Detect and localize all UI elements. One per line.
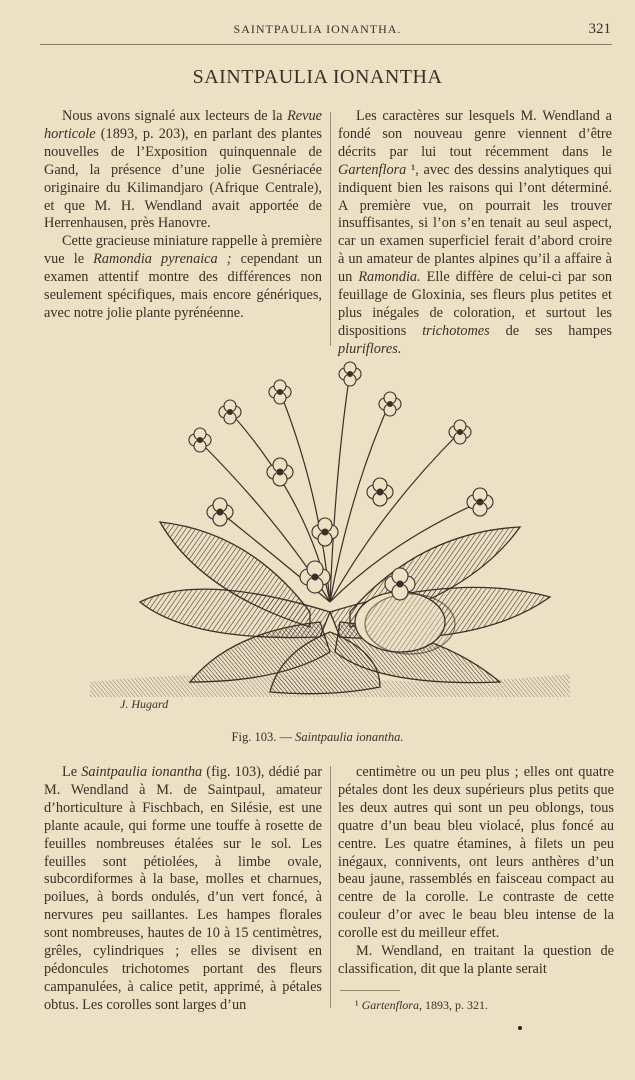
italic-run: trichotomes bbox=[422, 322, 490, 339]
text-run: ¹, avec des dessins analytiques qui indiquent bien les raisons qui l’ont déterminé. A première vue, on pourrait les trouver insuffisantes, si l’on s’en tenait au seul aspect, car un examen superficiel ferait d’abord croire à un amateur de plantes alpines qu’il a affaire à un bbox=[338, 161, 612, 286]
italic-run: Ramondia. bbox=[358, 269, 421, 286]
column-left-bottom bbox=[44, 764, 322, 1015]
text-run: de ses hampes bbox=[489, 322, 612, 339]
text-run: cependant un examen attentif montre des différences non seulement spécifiques, mais encore génériques, avec notre jolie plante pyrénéenne. bbox=[44, 251, 322, 321]
italic-run: Ramondia pyrenaica ; bbox=[93, 251, 232, 268]
footnote bbox=[355, 998, 488, 1013]
column-right-top bbox=[338, 108, 612, 359]
footnote-rule bbox=[340, 990, 400, 991]
paragraph bbox=[44, 764, 322, 1015]
plant-engraving bbox=[80, 352, 580, 724]
running-title: SAINTPAULIA IONANTHA. bbox=[233, 22, 402, 36]
italic-run: Gartenflora bbox=[338, 161, 407, 178]
paragraph bbox=[338, 108, 612, 359]
artist-signature: J. Hugard bbox=[120, 697, 169, 711]
leaves bbox=[140, 522, 550, 694]
text-run: M. Wendland, en traitant la question de classification, dit que la plante serait bbox=[338, 943, 614, 977]
column-right-bottom bbox=[338, 764, 614, 979]
column-left-top bbox=[44, 108, 322, 323]
paragraph bbox=[338, 764, 614, 943]
text-run: (fig. 103), dédié par M. Wendland à M. de Saintpaul, amateur d’horticulture à Fischbach, en Silésie, est une plante acaule, qui forme une touffe à rosette de feuilles nombreuses étalées sur le sol. Les feuilles sont pétiolées, à limbe ovale, subcordiformes à la base, molles et charnues, poilues, à bords ondulés, d’un vert foncé, à nervures peu saillantes. Les hampes florales sont nombreuses, hautes de 10 à 15 centimètres, grêles, cylindriques ; elles se divisent en pédoncules trichotomes portant des fleurs campanulées, à calice petit, apprimé, à pétales obtus. Les corolles sont larges d’un bbox=[44, 764, 322, 1013]
text-run: Elle diffère de celui-ci par son feuillage de Gloxinia, ses fleurs plus petites et plus inégales de coloration, et surtout les dispositions bbox=[338, 269, 613, 339]
paragraph bbox=[44, 233, 322, 323]
column-divider bbox=[330, 766, 331, 1008]
column-divider bbox=[330, 112, 331, 346]
ink-dot bbox=[518, 1026, 522, 1030]
header-rule bbox=[40, 44, 612, 45]
page-number: 321 bbox=[588, 21, 611, 37]
figure-caption bbox=[0, 730, 635, 745]
text-run: Nous avons signalé aux lecteurs de la bbox=[62, 108, 288, 124]
italic-run: Saintpaulia ionantha bbox=[81, 764, 203, 780]
caption-prefix: Fig. 103. — bbox=[231, 730, 296, 744]
italic-run: pluriflores. bbox=[338, 340, 402, 357]
text-run: (1893, p. 203), en parlant des plantes nouvelles de l’Exposition quinquennale de Gand, la présence d’une jolie Gesnériacée originaire du Kilimandjaro (Afrique Centrale), et que M. H. Wendland avait apportée de Herrenhausen, près Hanovre. bbox=[44, 125, 322, 232]
caption-species: Saintpaulia ionantha. bbox=[295, 730, 404, 744]
text-run: centimètre ou un peu plus ; elles ont quatre pétales dont les deux supérieurs plus petits que les deux autres qui sont un peu oblongs, tous quatre d’un beau bleu violacé, plus foncé au centre. Les quatre étamines, à filets un peu inégaux, connivents, ont leurs anthères d’un beau jaune, rassemblés en faisceau compact au centre de la corolle. Le contraste de cette couleur d’or avec le beau bleu intense de la corolle est du meilleur effet. bbox=[338, 764, 614, 942]
footnote-source: Gartenflora bbox=[361, 998, 419, 1012]
text-run: Le bbox=[62, 764, 82, 780]
figure-illustration bbox=[80, 352, 580, 724]
article-title: SAINTPAULIA IONANTHA bbox=[192, 66, 443, 88]
text-run: Cette gracieuse miniature rappelle à première vue le bbox=[44, 233, 322, 268]
paragraph bbox=[338, 943, 614, 979]
footnote-marker: ¹ bbox=[355, 998, 362, 1012]
italic-run: Revue horticole bbox=[44, 108, 322, 142]
footnote-rest: , 1893, p. 321. bbox=[418, 998, 488, 1012]
paragraph bbox=[44, 108, 322, 233]
text-run: Les caractères sur lesquels M. Wendland a fondé son nouveau genre viennent d’être décrits par lui tout récemment dans le bbox=[338, 108, 612, 160]
